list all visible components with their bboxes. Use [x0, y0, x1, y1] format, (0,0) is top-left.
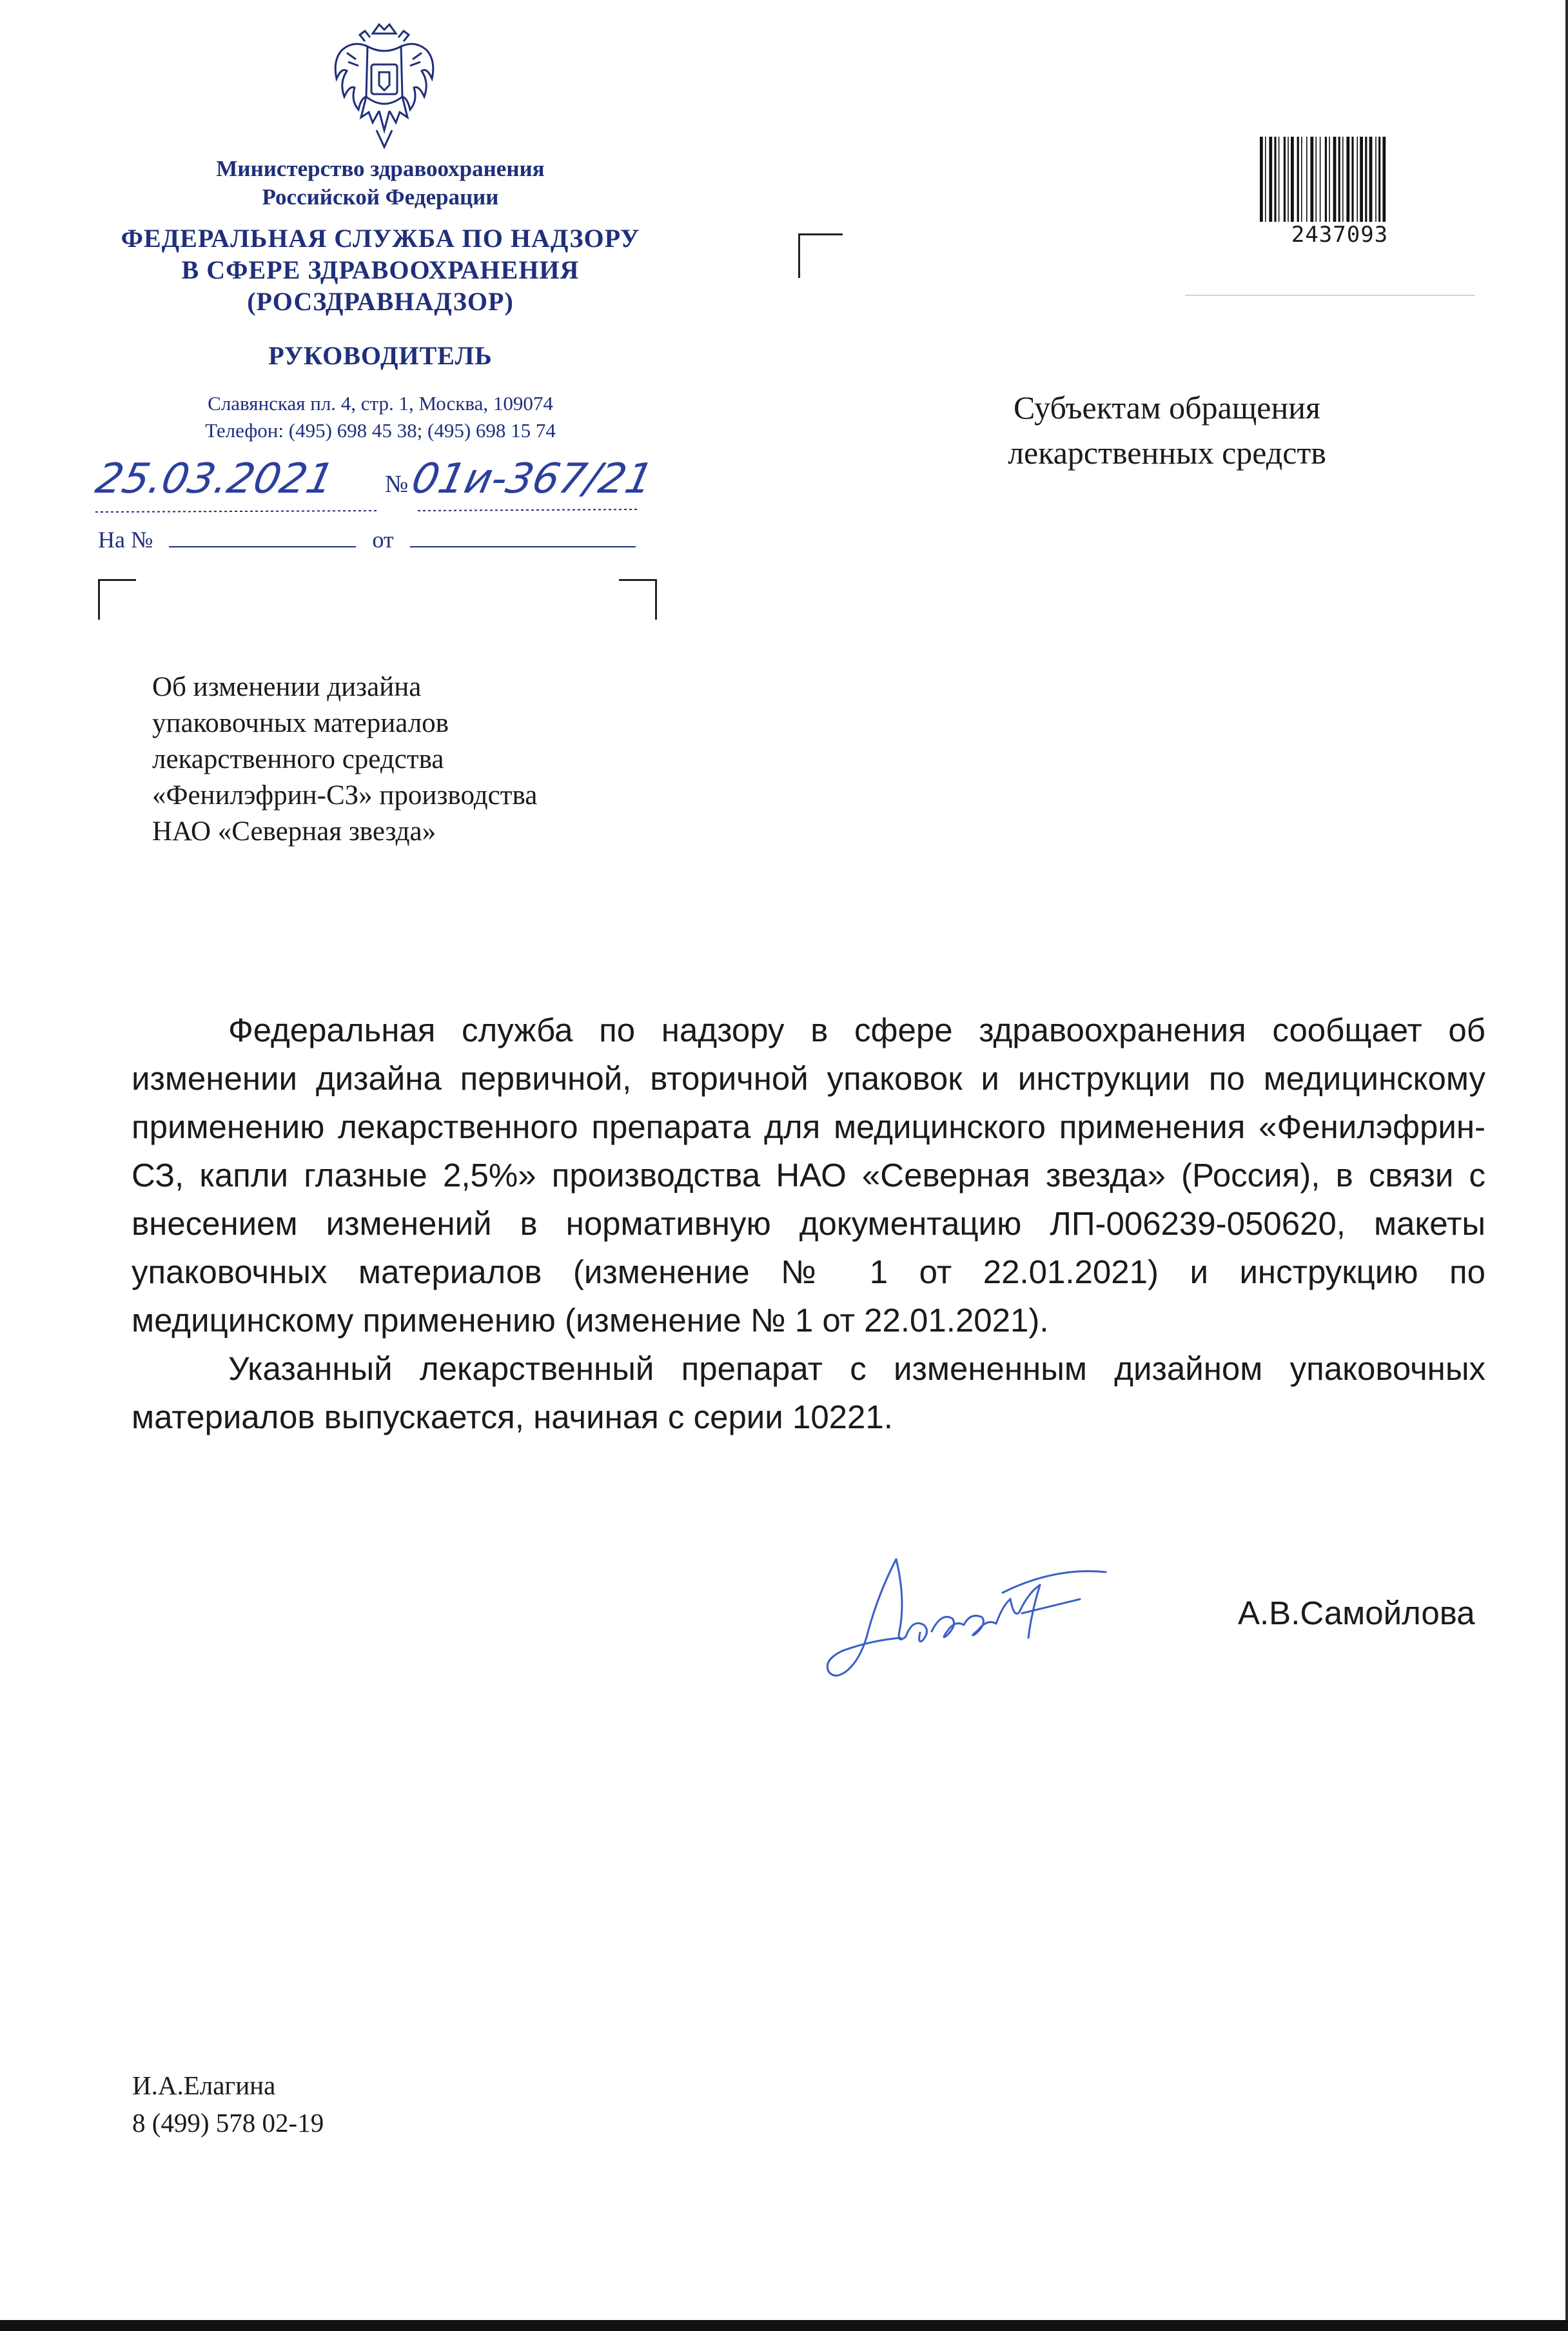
barcode-bar [1310, 137, 1313, 222]
barcode-bar [1301, 137, 1302, 222]
service-line-1: ФЕДЕРАЛЬНАЯ СЛУЖБА ПО НАДЗОРУ [121, 224, 640, 253]
reference-from-label: от [372, 527, 394, 553]
signer-name: А.В.Самойлова [1238, 1595, 1475, 1631]
subject-line: лекарственного средства [152, 744, 444, 774]
service-name [45, 222, 716, 317]
barcode-bar [1320, 137, 1321, 222]
coat-of-arms-icon [328, 21, 440, 153]
barcode-bar [1351, 137, 1353, 222]
barcode-bar [1369, 137, 1373, 222]
barcode-bar [1338, 137, 1340, 222]
addressee-line-1: Субъектам обращения [1014, 389, 1320, 426]
barcode-bar [1333, 137, 1337, 222]
barcode [1256, 137, 1424, 222]
barcode-bar [1325, 137, 1327, 222]
subject-line: Об изменении дизайна [152, 672, 422, 702]
barcode-bar [1288, 137, 1289, 222]
reference-date-blank [410, 526, 636, 547]
barcode-bar [1329, 137, 1330, 222]
letterhead-phone: Телефон: (495) 698 45 38; (495) 698 15 74 [205, 419, 556, 442]
barcode-bar [1306, 137, 1308, 222]
barcode-bar [1360, 137, 1363, 222]
contact-name: И.А.Елагина [132, 2070, 276, 2100]
addressee [974, 385, 1360, 475]
addressee-line-2: лекарственных средств [1008, 435, 1326, 471]
reference-number-blank [169, 526, 356, 547]
registration-number: 01и-367/21 [407, 455, 658, 503]
reference-number-label: На № [98, 527, 153, 553]
corner-mark-top-right [619, 579, 657, 620]
reference-row [98, 526, 636, 553]
corner-mark-addressee [798, 233, 843, 278]
subject-line: «Фенилэфрин-СЗ» производства [152, 780, 538, 811]
corner-mark-top-left [98, 579, 136, 620]
registration-date: 25.03.2021 [92, 455, 338, 503]
barcode-bar [1291, 137, 1294, 222]
service-line-2: В СФЕРЕ ЗДРАВООХРАНЕНИЯ [181, 255, 580, 284]
barcode-bar [1378, 137, 1380, 222]
head-title: РУКОВОДИТЕЛЬ [268, 341, 493, 370]
contact-phone: 8 (499) 578 02-19 [132, 2108, 324, 2138]
subject-line: упаковочных материалов [152, 708, 449, 738]
barcode-bar [1269, 137, 1272, 222]
handwritten-signature [809, 1522, 1144, 1696]
scan-border-bottom [0, 2320, 1568, 2331]
barcode-bar [1365, 137, 1367, 222]
barcode-bar [1265, 137, 1266, 222]
registration-number-label: № [385, 471, 409, 498]
barcode-bar [1260, 137, 1263, 222]
scan-border-right [1565, 0, 1568, 2331]
barcode-bar [1274, 137, 1276, 222]
body-paragraph-1: Федеральная служба по надзору в сфере здравоохранения сообщает об изменении дизайна первичной, вторичной упаковок и инструкции по медицинскому применению лекарственного препарата для медицинского применения «Фенилэфрин-СЗ, капли глазные 2,5%» производства НАО «Северная звезда» (Россия), в связи с внесением изменений в нормативную документацию ЛП-006239-050620, макеты упаковочных материалов (изменение № 1 от 22.01.2021) и инструкцию по медицинскому применению (изменение № 1 от 22.01.2021). [132, 1012, 1485, 1339]
ministry-line-2: Российской Федерации [262, 184, 499, 210]
contact-person [132, 2067, 324, 2141]
barcode-bar [1279, 137, 1280, 222]
barcode-bar [1297, 137, 1299, 222]
subject-line: НАО «Северная звезда» [152, 816, 436, 847]
subject [152, 669, 537, 850]
letter-body [132, 1006, 1485, 1441]
ministry-line-1: Министерство здравоохранения [216, 156, 545, 181]
barcode-bar [1342, 137, 1344, 222]
barcode-bar [1382, 137, 1386, 222]
service-line-3: (РОСЗДРАВНАДЗОР) [247, 287, 514, 316]
body-paragraph-2: Указанный лекарственный препарат с измененным дизайном упаковочных материалов выпускается, начиная с серии 10221. [132, 1350, 1485, 1435]
barcode-separator [1185, 295, 1475, 296]
letterhead-contacts [45, 390, 716, 444]
barcode-bar [1315, 137, 1317, 222]
barcode-bar [1346, 137, 1349, 222]
barcode-bar [1357, 137, 1358, 222]
barcode-number: 2437093 [1291, 222, 1389, 248]
barcode-bar [1284, 137, 1286, 222]
ministry-name [45, 155, 716, 211]
letterhead-address: Славянская пл. 4, стр. 1, Москва, 109074 [208, 392, 553, 415]
barcode-bar [1375, 137, 1377, 222]
